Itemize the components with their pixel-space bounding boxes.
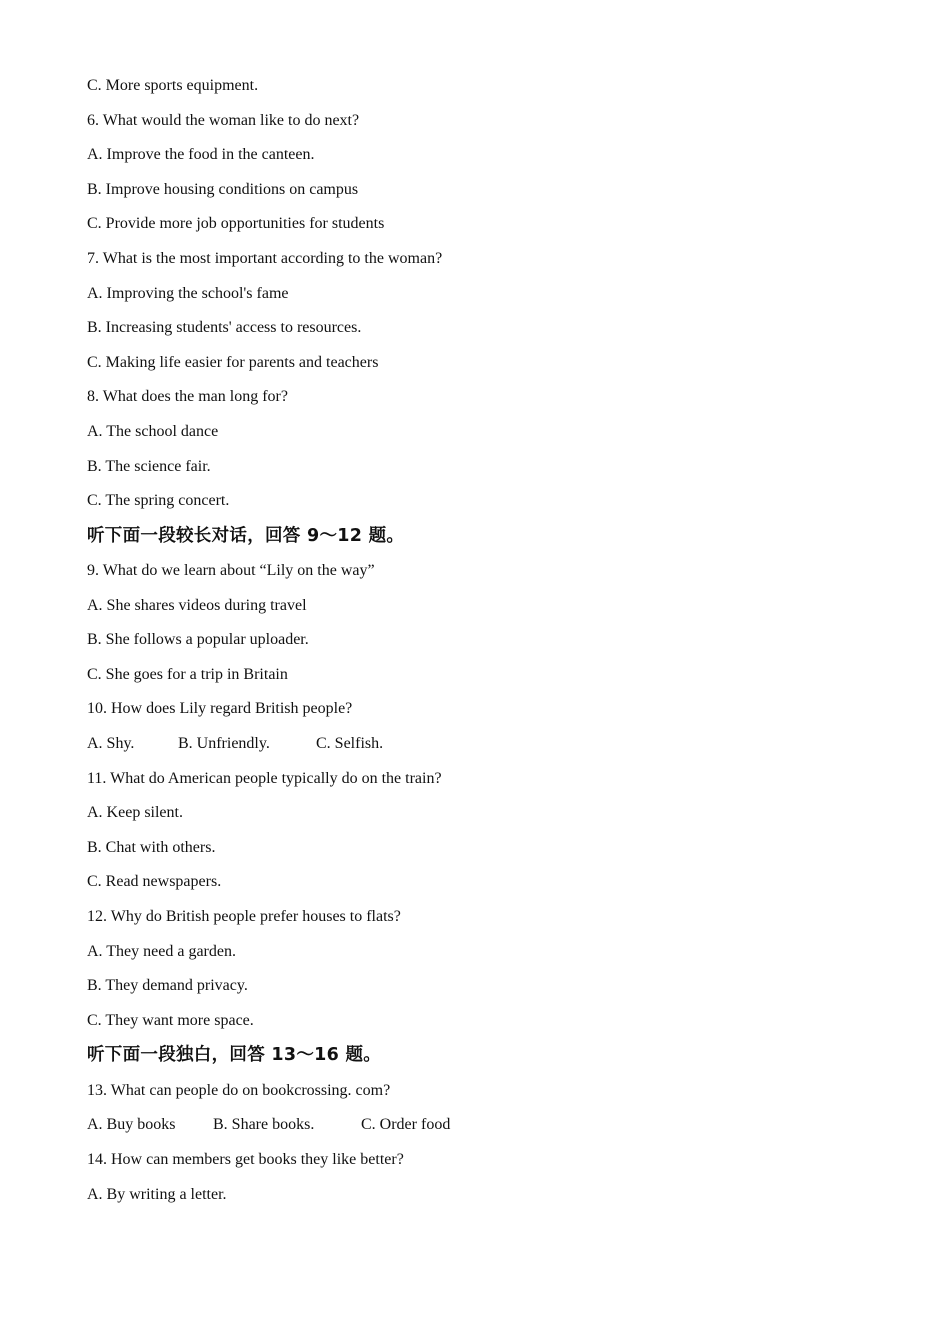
option-text: C. Provide more job opportunities for students <box>87 215 385 233</box>
inline-options <box>87 1113 887 1148</box>
option-text: C. They want more space. <box>87 1011 254 1029</box>
question-text: 9. What do we learn about “Lily on the way” <box>87 562 375 580</box>
question-text: 7. What is the most important according to the woman? <box>87 249 443 267</box>
question-text: 11. What do American people typically do on the train? <box>87 769 442 787</box>
option-text: C. Making life easier for parents and teachers <box>87 353 379 371</box>
option-text: A. By writing a letter. <box>87 1185 227 1203</box>
option-text: B. Improve housing conditions on campus <box>87 180 359 198</box>
option-text: C. More sports equipment. <box>87 77 259 94</box>
question-text: 6. What would the woman like to do next? <box>87 111 360 129</box>
section-heading: 听下面一段独白，回答 13～16 题。 <box>87 1045 382 1066</box>
option-c: C. Order food <box>361 1116 451 1134</box>
question-text: 12. Why do British people prefer houses to flats? <box>87 908 401 926</box>
option-b: B. Share books. <box>213 1116 315 1134</box>
option-text: B. Increasing students' access to resources. <box>87 319 362 337</box>
question-list <box>87 74 887 1217</box>
option-a: A. Buy books <box>87 1116 176 1134</box>
option-b: B. Unfriendly. <box>178 735 270 753</box>
option-text: A. The school dance <box>87 422 219 440</box>
question-text: 8. What does the man long for? <box>87 388 288 406</box>
section-heading: 听下面一段较长对话，回答 9～12 题。 <box>87 525 405 546</box>
option-text: B. She follows a popular uploader. <box>87 631 309 649</box>
question-text: 10. How does Lily regard British people? <box>87 700 353 718</box>
option-text: C. The spring concert. <box>87 492 230 510</box>
option-text: A. Keep silent. <box>87 804 183 822</box>
question-text: 14. How can members get books they like better? <box>87 1151 404 1168</box>
option-text: A. They need a garden. <box>87 942 236 960</box>
option-text: B. The science fair. <box>87 457 211 475</box>
question-text: 13. What can people do on bookcrossing. com? <box>87 1081 391 1099</box>
option-text: A. Improving the school's fame <box>87 284 289 302</box>
option-a: A. Shy. <box>87 735 135 753</box>
option-text: B. Chat with others. <box>87 838 216 856</box>
option-text: C. Read newspapers. <box>87 873 222 891</box>
option-c: C. Selfish. <box>316 735 384 753</box>
option-text: B. They demand privacy. <box>87 977 248 995</box>
option-text: C. She goes for a trip in Britain <box>87 665 288 683</box>
inline-options <box>87 732 887 767</box>
option-text: A. She shares videos during travel <box>87 596 307 614</box>
option-text: A. Improve the food in the canteen. <box>87 146 315 164</box>
